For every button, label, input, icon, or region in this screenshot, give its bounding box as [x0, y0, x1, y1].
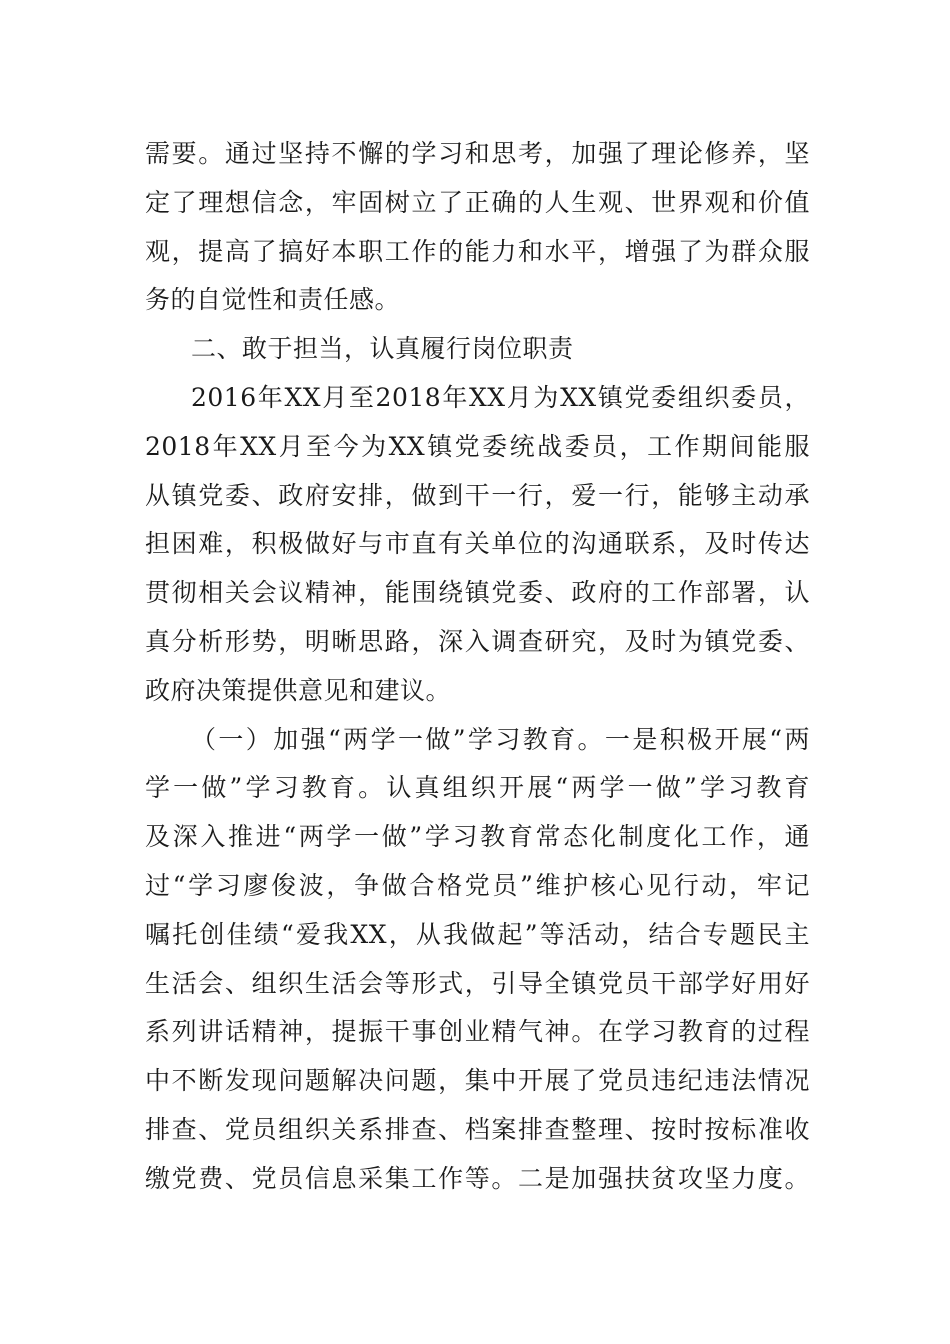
text-line: 务的自觉性和责任感。	[145, 285, 401, 315]
text-line: 学一做”学习教育。认真组织开展“两学一做”学习教育	[145, 773, 810, 803]
text-line: 需要。通过坚持不懈的学习和思考，加强了理论修养，坚	[145, 139, 810, 168]
text-line: 政府决策提供意见和建议。	[145, 675, 452, 705]
text-line: 从镇党委、政府安排，做到干一行，爱一行，能够主动承	[145, 480, 810, 510]
document-body	[145, 130, 810, 1204]
text-line: 定了理想信念，牢固树立了正确的人生观、世界观和价值	[145, 187, 810, 217]
text-line: 真分析形势，明晰思路，深入调查研究，及时为镇党委、	[145, 626, 810, 656]
text-line: 2016年XX月至2018年XX月为XX镇党委组织委员，	[191, 382, 810, 412]
text-line: 及深入推进“两学一做”学习教育常态化制度化工作，通	[145, 822, 810, 852]
text-line: 排查、党员组织关系排查、档案排查整理、按时按标准收	[145, 1114, 810, 1144]
text-line: 嘱托创佳绩“爱我XX，从我做起”等活动，结合专题民主	[145, 919, 810, 949]
text-line: 观，提高了搞好本职工作的能力和水平，增强了为群众服	[145, 236, 810, 266]
text-line: 系列讲话精神，提振干事创业精气神。在学习教育的过程	[145, 1017, 810, 1047]
text-line: 2018年XX月至今为XX镇党委统战委员，工作期间能服	[145, 431, 810, 461]
section-heading: 二、敢于担当，认真履行岗位职责	[191, 334, 574, 364]
text-line: 中不断发现问题解决问题，集中开展了党员违纪违法情况	[145, 1066, 810, 1096]
text-line: 过“学习廖俊波，争做合格党员”维护核心见行动，牢记	[145, 870, 810, 900]
text-line: 担困难，积极做好与市直有关单位的沟通联系，及时传达	[145, 529, 810, 559]
subsection-line: （一）加强“两学一做”学习教育。一是积极开展“两	[191, 724, 810, 754]
text-line: 贯彻相关会议精神，能围绕镇党委、政府的工作部署，认	[145, 578, 810, 608]
text-line: 生活会、组织生活会等形式，引导全镇党员干部学好用好	[145, 968, 810, 998]
text-line: 缴党费、党员信息采集工作等。二是加强扶贫攻坚力度。	[145, 1163, 810, 1193]
